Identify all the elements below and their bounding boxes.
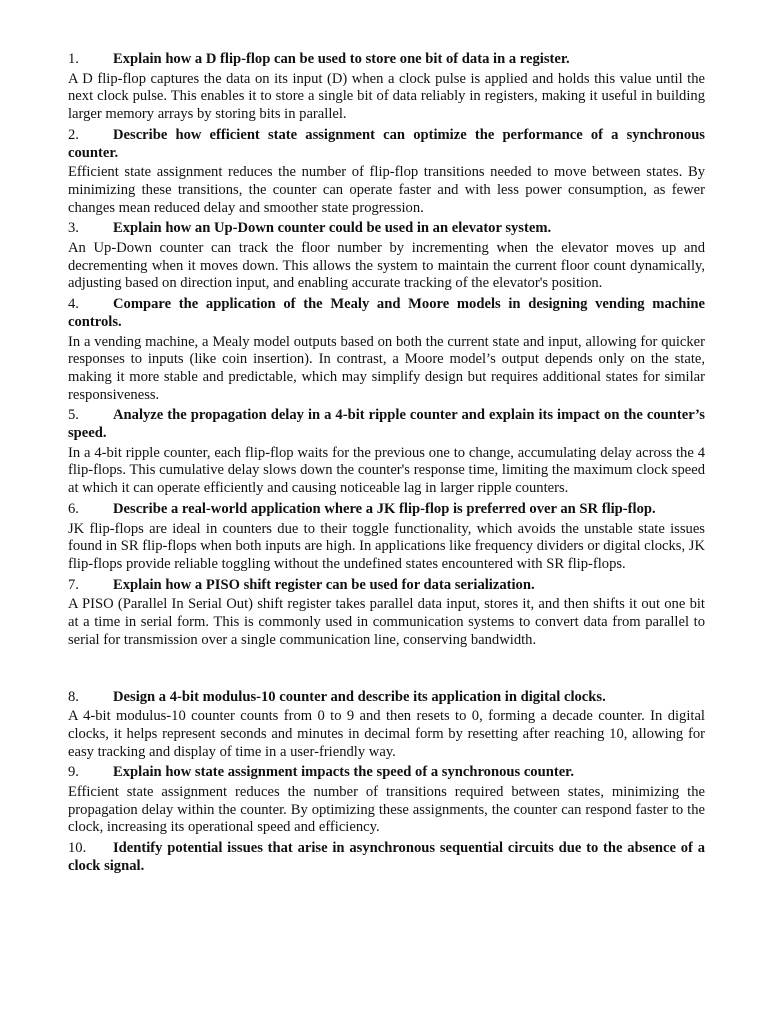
answer-4: In a vending machine, a Mealy model outputs based on both the current state and input, allowing for quicker responses to inputs (like coin insertion). In contrast, a Moore model’s output depends only on the state, making it more stable and predictable, which may simplify design but requires additional states for similar responsiveness. (68, 333, 705, 403)
section-gap (68, 653, 705, 689)
question-text: Analyze the propagation delay in a 4-bit ripple counter and explain its impact on the counter’s speed. (68, 407, 705, 442)
answer-2: Efficient state assignment reduces the number of flip-flop transitions needed to move between states. By minimizing these transitions, the counter can operate faster and with less power consumption, as fewer changes mean reduced delay and smoother state progression. (68, 164, 705, 216)
question-text: Identify potential issues that arise in asynchronous sequential circuits due to the absence of a clock signal. (68, 840, 705, 874)
question-number: 8. (68, 688, 79, 705)
answer-1: A D flip-flop captures the data on its input (D) when a clock pulse is applied and holds this value until the next clock pulse. This enables it to store a single bit of data reliably in registers, making it useful in building larger memory arrays by storing bits in parallel. (68, 70, 705, 123)
question-text: Explain how a PISO shift register can be used for data serialization. (113, 576, 535, 593)
question-5 (68, 407, 705, 442)
answer-8: A 4-bit modulus-10 counter counts from 0 to 9 and then resets to 0, forming a decade counter. In digital clocks, it helps represent seconds and minutes in decimal form by resetting after reaching 10, allowing for easy tracking and display of time in a user-friendly way. (68, 708, 705, 760)
question-8 (68, 689, 705, 707)
question-text: Explain how a D flip-flop can be used to store one bit of data in a register. (113, 51, 570, 67)
question-number: 9. (68, 764, 79, 781)
question-number: 6. (68, 500, 79, 517)
answer-5: In a 4-bit ripple counter, each flip-flop waits for the previous one to change, accumulating delay across the 4 flip-flops. This cumulative delay slows down the counter's response time, limiting the maximum clock speed at which it can operate efficiently and causing noticeable lag in larger ripple counters. (68, 444, 705, 497)
answer-3: An Up-Down counter can track the floor number by incrementing when the elevator moves up and decrementing when it moves down. This allows the system to maintain the current floor count dynamically, adjusting based on direction input, and enabling accurate tracking of the elevator's position. (68, 240, 705, 292)
question-number: 1. (68, 51, 79, 67)
question-9 (68, 764, 705, 782)
question-7 (68, 577, 705, 595)
question-4 (68, 296, 705, 331)
question-text: Compare the application of the Mealy and Moore models in designing vending machine controls. (68, 296, 705, 330)
answer-9: Efficient state assignment reduces the number of transitions required between states, minimizing the propagation delay within the counter. By optimizing these assignments, the counter can respond faster to the clock, increasing its operational speed and efficiency. (68, 784, 705, 836)
question-6 (68, 501, 705, 519)
question-number: 5. (68, 407, 79, 424)
question-number: 7. (68, 576, 79, 593)
question-number: 10. (68, 840, 87, 857)
question-number: 4. (68, 296, 79, 313)
question-text: Explain how state assignment impacts the speed of a synchronous counter. (113, 764, 574, 781)
question-text: Describe a real-world application where a JK flip-flop is preferred over an SR flip-flop. (113, 500, 656, 517)
question-3 (68, 220, 705, 238)
question-1 (68, 51, 705, 69)
question-10 (68, 840, 705, 875)
answer-7: A PISO (Parallel In Serial Out) shift register takes parallel data input, stores it, and then shifts it out one bit at a time in serial form. This is commonly used in communication systems to convert data from parallel to serial for transmission over a single communication line, conserving bandwidth. (68, 596, 705, 648)
question-text: Design a 4-bit modulus-10 counter and describe its application in digital clocks. (113, 688, 606, 705)
question-2 (68, 127, 705, 162)
question-number: 3. (68, 220, 79, 237)
answer-6: JK flip-flops are ideal in counters due to their toggle functionality, which avoids the unstable state issues found in SR flip-flops when both inputs are high. In applications like frequency dividers or digital clocks, JK flip-flops provide reliable toggling without the undefined states encountered with SR flip-flops. (68, 520, 705, 572)
qa-list (68, 51, 705, 878)
question-text: Explain how an Up-Down counter could be used in an elevator system. (113, 220, 552, 237)
question-text: Describe how efficient state assignment can optimize the performance of a synchronous counter. (68, 126, 705, 161)
question-number: 2. (68, 126, 79, 143)
